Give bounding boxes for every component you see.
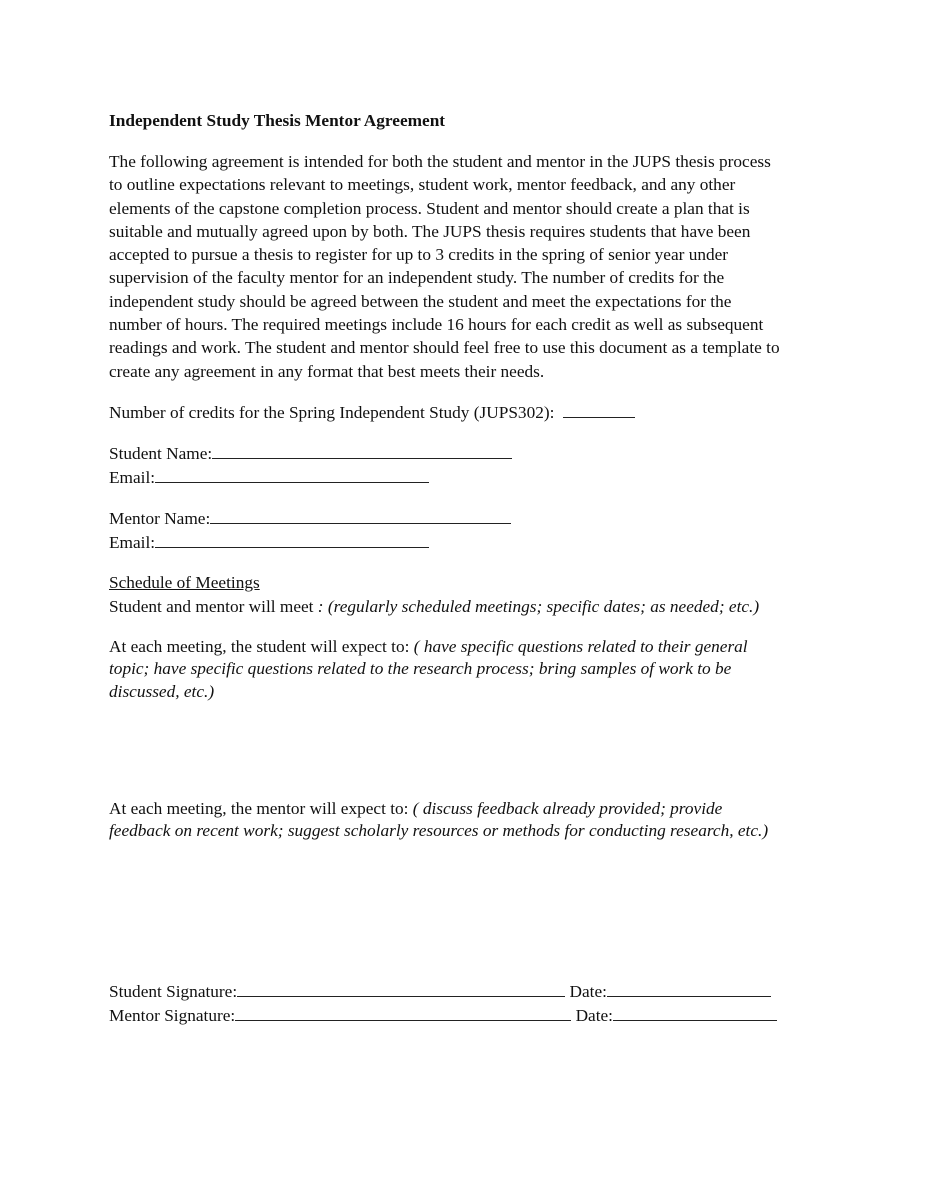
mentor-name-label: Mentor Name: <box>109 509 211 528</box>
mentor-expectations <box>109 798 829 843</box>
intro-line: readings and work. The student and mentor should feel free to use this document as a template to <box>109 338 780 358</box>
mentor-date-label: Date: <box>575 1006 613 1025</box>
intro-line: suitable and mutually agreed upon by both. The JUPS thesis requires students that have been <box>109 221 751 241</box>
student-signature-label: Student Signature: <box>109 982 238 1001</box>
mentor-expect-lead: At each meeting, the mentor will expect to: <box>109 799 409 818</box>
intro-line: number of hours. The required meetings include 16 hours for each credit as well as subsequent <box>109 315 764 335</box>
student-expect-row <box>109 636 829 658</box>
intro-line: supervision of the faculty mentor for an independent study. The number of credits for the <box>109 268 725 288</box>
student-expectations <box>109 636 829 703</box>
credits-row <box>109 401 635 424</box>
student-email-field[interactable] <box>155 466 429 483</box>
schedule-hint: : (regularly scheduled meetings; specific dates; as needed; etc.) <box>317 597 760 616</box>
student-name-row <box>109 442 512 465</box>
mentor-expect-hint: feedback on recent work; suggest scholarly resources or methods for conducting research, etc.) <box>109 821 769 841</box>
intro-paragraph <box>109 150 829 383</box>
mentor-email-label: Email: <box>109 533 156 552</box>
student-date-label: Date: <box>569 982 607 1001</box>
schedule-row <box>109 595 759 618</box>
credits-label: Number of credits for the Spring Independent Study (JUPS302): <box>109 403 555 422</box>
student-signature-field[interactable] <box>237 980 565 997</box>
student-expect-hint: discussed, etc.) <box>109 681 215 701</box>
schedule-heading: Schedule of Meetings <box>109 573 260 592</box>
mentor-email-field[interactable] <box>155 531 429 548</box>
student-email-row <box>109 466 429 489</box>
intro-line: accepted to pursue a thesis to register for up to 3 credits in the spring of senior year under <box>109 245 729 265</box>
student-name-label: Student Name: <box>109 444 213 463</box>
mentor-signature-label: Mentor Signature: <box>109 1006 236 1025</box>
mentor-email-row <box>109 531 429 554</box>
student-signature-row <box>109 980 771 1003</box>
mentor-name-row <box>109 507 511 530</box>
mentor-signature-field[interactable] <box>235 1004 571 1021</box>
mentor-name-field[interactable] <box>210 507 511 524</box>
student-date-field[interactable] <box>607 980 771 997</box>
intro-line: The following agreement is intended for both the student and mentor in the JUPS thesis process <box>109 152 771 171</box>
intro-line: to outline expectations relevant to meetings, student work, mentor feedback, and any other <box>109 175 736 195</box>
student-name-field[interactable] <box>212 442 512 459</box>
student-email-label: Email: <box>109 468 156 487</box>
intro-line: elements of the capstone completion process. Student and mentor should create a plan that is <box>109 198 750 218</box>
credits-field[interactable] <box>563 401 635 418</box>
mentor-expect-hint: ( discuss feedback already provided; provide <box>412 799 723 818</box>
student-expect-hint: topic; have specific questions related to the research process; bring samples of work to be <box>109 659 732 679</box>
document-title: Independent Study Thesis Mentor Agreement <box>109 111 446 130</box>
student-expect-hint: ( have specific questions related to their general <box>413 637 748 656</box>
student-expect-lead: At each meeting, the student will expect to: <box>109 637 410 656</box>
intro-line: independent study should be agreed between the student and meet the expectations for the <box>109 291 732 311</box>
mentor-expect-row <box>109 798 829 820</box>
mentor-date-field[interactable] <box>613 1004 777 1021</box>
schedule-lead: Student and mentor will meet <box>109 597 314 616</box>
mentor-signature-row <box>109 1004 777 1027</box>
intro-line: create any agreement in any format that best meets their needs. <box>109 361 545 381</box>
